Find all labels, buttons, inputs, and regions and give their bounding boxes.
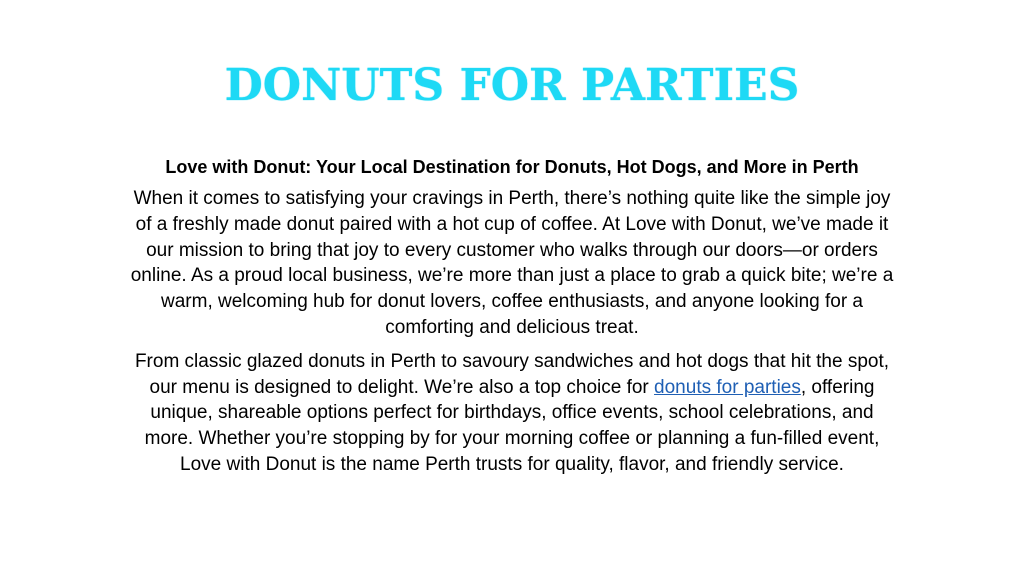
- menu-paragraph: [130, 349, 894, 478]
- intro-paragraph: When it comes to satisfying your cravings in Perth, there’s nothing quite like the simple joy of a freshly made donut paired with a hot cup of coffee. At Love with Donut, we’ve made it our mission to bring that joy to every customer who walks through our doors—or orders online. As a proud local business, we’re more than just a place to grab a quick bite; we’re a warm, welcoming hub for donut lovers, coffee enthusiasts, and anyone looking for a comforting and delicious treat.: [130, 188, 894, 338]
- page-title: DONUTS FOR PARTIES: [224, 60, 800, 111]
- donuts-for-parties-link[interactable]: donuts for parties: [654, 376, 801, 398]
- menu-paragraph-text-after: , offering unique, shareable options perfect for birthdays, office events, school celebrations, and more. Whether you’re stopping by for your morning coffee or planning a fun-filled event, Love with Donut is the name Perth trusts for quality, flavor, and friendly service.: [144, 376, 880, 475]
- subtitle-heading: Love with Donut: Your Local Destination for Donuts, Hot Dogs, and More in Perth: [165, 157, 859, 177]
- menu-paragraph-text-before: From classic glazed donuts in Perth to savoury sandwiches and hot dogs that hit the spot, our menu is designed to delight. We’re also a top choice for: [134, 350, 890, 398]
